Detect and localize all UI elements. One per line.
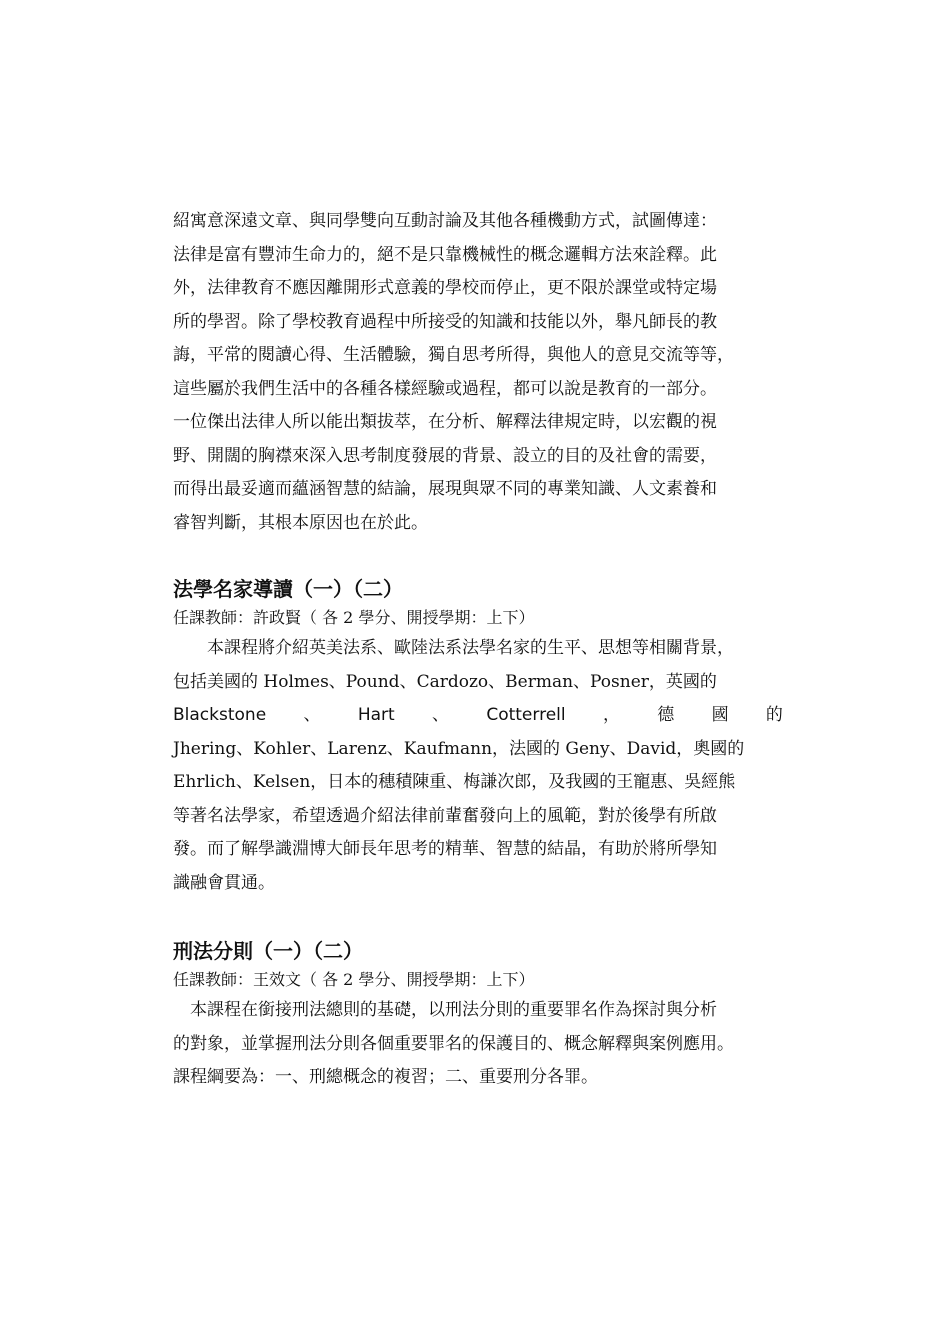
text-token: 德 bbox=[657, 705, 675, 725]
text-line: 本課程將介紹英美法系、歐陸法系法學名家的生平、思想等相關背景， bbox=[173, 638, 734, 658]
text-line: 所的學習。除了學校教育過程中所接受的知識和技能以外，舉凡師長的教 bbox=[173, 311, 717, 332]
section-spacer bbox=[173, 540, 783, 574]
text-token: Blackstone bbox=[173, 705, 267, 725]
course-description bbox=[173, 632, 783, 900]
course-title: 法學名家導讀（一）（二） bbox=[173, 577, 403, 601]
text-token: 、 bbox=[303, 705, 321, 725]
text-line: 野、開闊的胸襟來深入思考制度發展的背景、設立的目的及社會的需要， bbox=[173, 445, 717, 466]
course-title: 刑法分則（一）（二） bbox=[173, 939, 363, 963]
course-section-2 bbox=[173, 936, 783, 1095]
text-line: 這些屬於我們生活中的各種各樣經驗或過程，都可以說是教育的一部分。 bbox=[173, 378, 717, 399]
text-line: 的對象，並掌握刑法分則各個重要罪名的保護目的、概念解釋與案例應用。 bbox=[173, 1033, 734, 1054]
text-line: 睿智判斷，其根本原因也在於此。 bbox=[173, 512, 428, 533]
text-line: 等著名法學家，希望透過介紹法律前輩奮發向上的風範，對於後學有所啟 bbox=[173, 805, 717, 826]
text-line: 一位傑出法律人所以能出類拔萃，在分析、解釋法律規定時，以宏觀的視 bbox=[173, 412, 717, 432]
text-line: 發。而了解學識淵博大師長年思考的精華、智慧的結晶，有助於將所學知 bbox=[173, 839, 717, 859]
course-section-1 bbox=[173, 574, 783, 900]
justified-text-line bbox=[173, 699, 783, 733]
course-meta: 任課教師：王效文（ 各 2 學分、開授學期：上下） bbox=[173, 970, 535, 989]
course-description bbox=[173, 994, 783, 1095]
text-line: 識融會貫通。 bbox=[173, 872, 275, 893]
text-line: 而得出最妥適而蘊涵智慧的結論，展現與眾不同的專業知識、人文素養和 bbox=[173, 479, 717, 499]
intro-paragraph bbox=[173, 205, 783, 540]
text-token: ， bbox=[602, 705, 620, 725]
text-token: Hart bbox=[357, 705, 395, 725]
text-line: Jhering、Kohler、Larenz、Kaufmann，法國的 Geny、David，奧國的 bbox=[173, 738, 745, 759]
section-spacer bbox=[173, 900, 783, 936]
text-token: 的 bbox=[765, 705, 783, 725]
course-meta: 任課教師：許政賢（ 各 2 學分、開授學期：上下） bbox=[173, 608, 535, 627]
text-line: 誨，平常的閱讀心得、生活體驗，獨自思考所得，與他人的意見交流等等， bbox=[173, 345, 734, 365]
text-token: 、 bbox=[432, 705, 449, 725]
text-line: Ehrlich、Kelsen，日本的穗積陳重、梅謙次郎，及我國的王寵惠、吳經熊 bbox=[173, 772, 736, 792]
text-line: 法律是富有豐沛生命力的，絕不是只靠機械性的概念邏輯方法來詮釋。此 bbox=[173, 244, 717, 265]
text-line: 本課程在銜接刑法總則的基礎，以刑法分則的重要罪名作為探討與分析 bbox=[173, 1000, 717, 1020]
text-token: Cotterrell bbox=[486, 705, 566, 725]
document-page bbox=[173, 205, 783, 1095]
text-line: 課程綱要為：一、刑總概念的複習；二、重要刑分各罪。 bbox=[173, 1067, 598, 1087]
text-line: 包括美國的 Holmes、Pound、Cardozo、Berman、Posner，英國的 bbox=[173, 671, 717, 692]
text-line: 外，法律教育不應因離開形式意義的學校而停止，更不限於課堂或特定場 bbox=[173, 278, 717, 298]
text-line: 紹寓意深遠文章、與同學雙向互動討論及其他各種機動方式，試圖傳達： bbox=[173, 211, 717, 231]
text-token: 國 bbox=[711, 705, 729, 725]
